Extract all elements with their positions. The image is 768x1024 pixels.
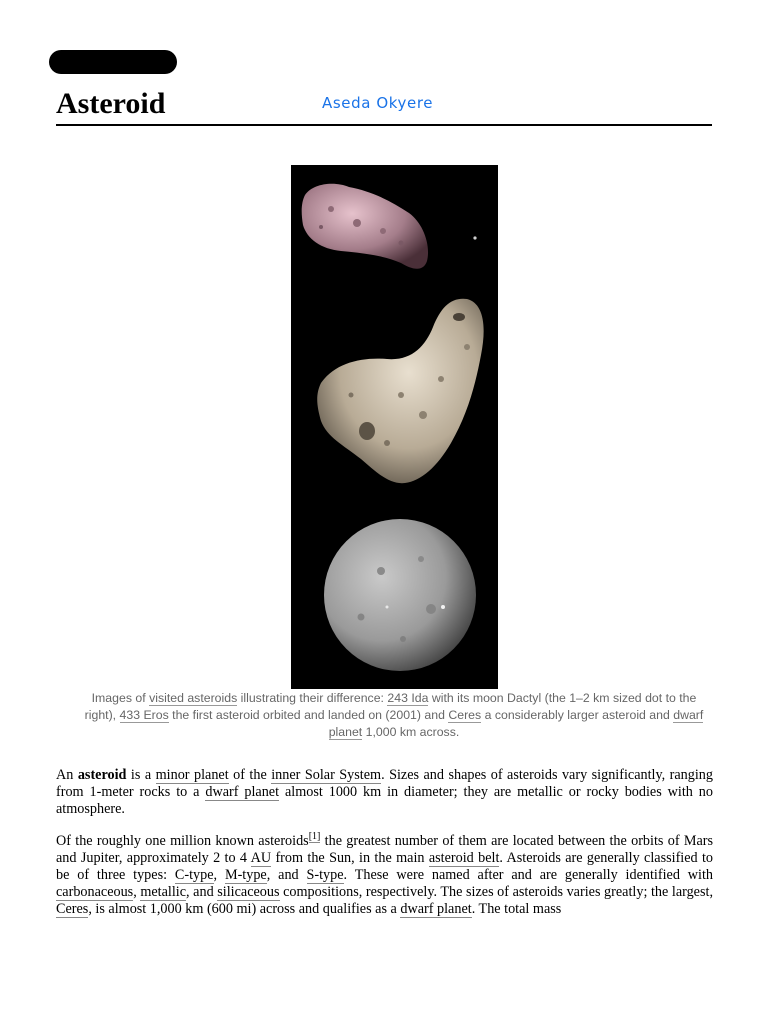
paragraph-distribution — [56, 833, 713, 918]
body-text: from the Sun, in the main — [271, 850, 429, 866]
body-text: . Sizes and shapes of asteroids vary significantly, ranging from 1-meter rocks to a — [56, 767, 713, 800]
term-asteroid: asteroid — [77, 767, 127, 783]
body-text: , is almost 1,000 km (600 mi) across and qualifies as a — [88, 901, 401, 917]
body-text: of the — [228, 767, 272, 783]
ceres-image — [291, 499, 498, 689]
reference-sup — [309, 831, 321, 843]
caption-text: illustrating their difference: — [237, 691, 388, 705]
link-silicaceous[interactable]: silicaceous — [217, 884, 280, 900]
body-text: , and — [266, 867, 307, 883]
body-text: Of the roughly one million known asteroids — [56, 833, 309, 849]
link-dwarf-planet[interactable]: dwarf planet — [328, 708, 704, 739]
link-minor-planet[interactable]: minor planet — [155, 767, 229, 783]
reference-link-1[interactable]: [1] — [308, 831, 321, 843]
body-text: An — [56, 767, 78, 783]
caption-text: with its moon Dactyl (the 1–2 km sized dot to the right), — [84, 691, 697, 722]
body-text: compositions, respectively. The sizes of asteroids varies greatly; the largest, — [279, 884, 713, 900]
link-ceres[interactable]: Ceres — [448, 708, 482, 722]
body-text: is a — [126, 767, 156, 783]
link-carbonaceous[interactable]: carbonaceous — [56, 884, 134, 900]
page-header — [56, 86, 712, 126]
link-433-eros[interactable]: 433 Eros — [119, 708, 169, 722]
link-243-ida[interactable]: 243 Ida — [387, 691, 429, 705]
body-text: , — [213, 867, 225, 883]
link-ceres[interactable]: Ceres — [56, 901, 89, 917]
paragraph-intro — [56, 767, 713, 818]
eros-image — [291, 283, 498, 497]
link-m-type[interactable]: M-type — [224, 867, 267, 883]
link-visited-asteroids[interactable]: visited asteroids — [149, 691, 238, 705]
author-link[interactable]: Aseda Okyere — [322, 94, 434, 112]
link-c-type[interactable]: C-type — [174, 867, 214, 883]
link-metallic[interactable]: metallic — [140, 884, 187, 900]
figure-caption — [80, 690, 708, 741]
asteroid-figure — [291, 165, 498, 689]
ida-image — [291, 165, 498, 281]
link-au[interactable]: AU — [250, 850, 272, 866]
body-text: , and — [186, 884, 218, 900]
redacted-logo — [49, 50, 177, 74]
caption-text: a considerably larger asteroid and — [481, 708, 674, 722]
body-text: , — [133, 884, 141, 900]
link-dwarf-planet[interactable]: dwarf planet — [205, 784, 280, 800]
body-text: . These were named after and are generally identified with — [343, 867, 714, 883]
page-title: Asteroid — [56, 87, 166, 120]
body-text: . Asteroids are generally classified to be of three types: — [56, 850, 714, 883]
caption-text: 1,000 km across. — [362, 725, 460, 739]
body-text: almost 1000 km in diameter; they are metallic or rocky bodies with no atmosphere. — [56, 784, 713, 817]
caption-text: the first asteroid orbited and landed on (2001) and — [168, 708, 449, 722]
caption-text: Images of — [91, 691, 150, 705]
link-s-type[interactable]: S-type — [306, 867, 344, 883]
link-asteroid-belt[interactable]: asteroid belt — [428, 850, 500, 866]
link-inner-solar-system[interactable]: inner Solar System — [271, 767, 382, 783]
link-dwarf-planet[interactable]: dwarf planet — [400, 901, 472, 917]
body-text: . The total mass — [471, 901, 562, 917]
body-text: the greatest number of them are located between the orbits of Mars and Jupiter, approximately 2 to 4 — [56, 833, 713, 866]
